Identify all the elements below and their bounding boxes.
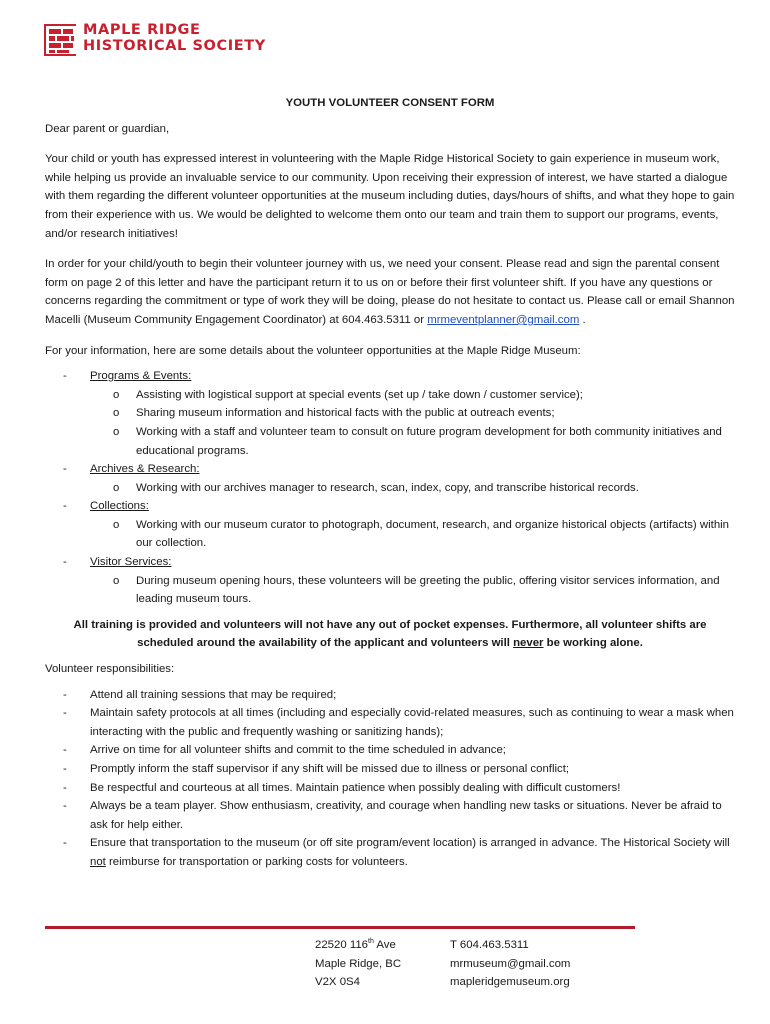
salutation: Dear parent or guardian, — [45, 122, 170, 135]
org-name-line1: MAPLE RIDGE — [83, 22, 201, 38]
list-item: o Sharing museum information and historical facts with the public at outreach events; — [90, 404, 735, 423]
list-item: - Always be a team player. Show enthusiasm, creativity, and courage when handling new tasks or situations. Never be afraid to ask for help either. — [45, 797, 735, 834]
responsibilities-list — [45, 686, 735, 872]
postal-code: V2X 0S4 — [315, 976, 360, 989]
list-item: - Maintain safety protocols at all times (including and especially covid-related measures, such as continuing to wear a mask when interacting with the public and frequently washing or sanitizing hands); — [45, 704, 735, 741]
opportunity-category: Archives & Research: — [90, 463, 200, 476]
list-item: o Working with our archives manager to research, scan, index, copy, and transcribe historical records. — [90, 479, 735, 498]
responsibility-text-end: reimburse for transportation or parking costs for volunteers. — [105, 855, 408, 868]
list-item: - Be respectful and courteous at all times. Maintain patience when possibly dealing with difficult customers! — [45, 779, 735, 798]
street-suffix: th — [368, 938, 374, 946]
info-intro: For your information, here are some details about the volunteer opportunities at the Maple Ridge Museum: — [45, 344, 581, 357]
list-item: - Arrive on time for all volunteer shifts and commit to the time scheduled in advance; — [45, 741, 735, 760]
responsibility-emphasis: not — [90, 855, 106, 868]
list-item: - Attend all training sessions that may be required; — [45, 686, 735, 705]
footer-divider — [45, 926, 635, 929]
letter-body — [45, 94, 735, 872]
intro-paragraph: Your child or youth has expressed interest in volunteering with the Maple Ridge Historical Society to gain experience in museum work, while helping us provide an invaluable service to our community. Upon receiving their expression of interest, we have started a dialogue with them regarding the different volunteer opportunities at the museum including duties, days/hours of shifts, and what they hope to gain from their experience with us. We would be delighted to welcome them onto our team and train them to support our programs, events, and/or research initiatives! — [45, 153, 735, 240]
org-name-line2: HISTORICAL SOCIETY — [83, 38, 266, 54]
opportunity-category: Programs & Events: — [90, 370, 192, 383]
footer-address — [315, 936, 401, 992]
phone: T 604.463.5311 — [450, 939, 529, 951]
opportunities-list — [45, 367, 735, 609]
org-logo — [44, 22, 266, 56]
consent-text-end: . — [579, 313, 586, 326]
list-item — [45, 460, 735, 497]
list-item: o Working with our museum curator to photograph, document, research, and organize historical objects (artifacts) within our collection. — [90, 516, 735, 553]
list-item — [45, 367, 735, 460]
coordinator-email-link[interactable]: mrmeventplanner@gmail.com — [427, 313, 580, 326]
street-address — [315, 936, 401, 955]
training-note-text: All training is provided and volunteers will not have any out of pocket expenses. Furthermore, all volunteer shifts are scheduled around the availability of the applicant and volunteers will — [73, 618, 707, 650]
street-name: Ave — [373, 939, 396, 951]
opportunity-category: Visitor Services: — [90, 556, 172, 569]
list-item — [45, 497, 735, 553]
responsibility-text: Ensure that transportation to the museum (or off site program/event location) is arranged in advance. The Historical Society will — [90, 837, 730, 850]
opportunity-category: Collections: — [90, 500, 149, 513]
list-item: o Working with a staff and volunteer team to consult on future program development for both community initiatives and educational programs. — [90, 423, 735, 460]
footer-contact — [450, 936, 570, 992]
page-title: YOUTH VOLUNTEER CONSENT FORM — [285, 97, 495, 109]
website: mapleridgemuseum.org — [450, 976, 570, 989]
consent-text: In order for your child/youth to begin their volunteer journey with us, we need your consent. Please read and sign the parental consent form on page 2 of this letter and have the participant return it to us on or before their first volunteer shift. If you have any questions or concerns regarding the commitment or type of work they will be doing, please do not hesitate to contact us. Please call or email Shannon Macelli (Museum Community Engagement Coordinator) at 604.463.5311 or — [45, 258, 735, 326]
consent-paragraph — [45, 255, 735, 329]
list-item: - Promptly inform the staff supervisor if any shift will be missed due to illness or personal conflict; — [45, 760, 735, 779]
list-item: o Assisting with logistical support at special events (set up / take down / customer service); — [90, 386, 735, 405]
list-item — [45, 553, 735, 609]
training-note-emphasis: never — [513, 637, 544, 650]
contact-email: mrmuseum@gmail.com — [450, 957, 571, 970]
city: Maple Ridge, BC — [315, 957, 402, 970]
responsibilities-heading: Volunteer responsibilities: — [45, 663, 175, 676]
training-note-text-end: be working alone. — [543, 637, 643, 650]
brick-wall-icon — [44, 24, 76, 56]
training-note — [45, 616, 735, 653]
street-number: 22520 116 — [315, 939, 368, 951]
list-item — [45, 834, 735, 871]
list-item: o During museum opening hours, these volunteers will be greeting the public, offering visitor services information, and leading museum tours. — [90, 572, 735, 609]
